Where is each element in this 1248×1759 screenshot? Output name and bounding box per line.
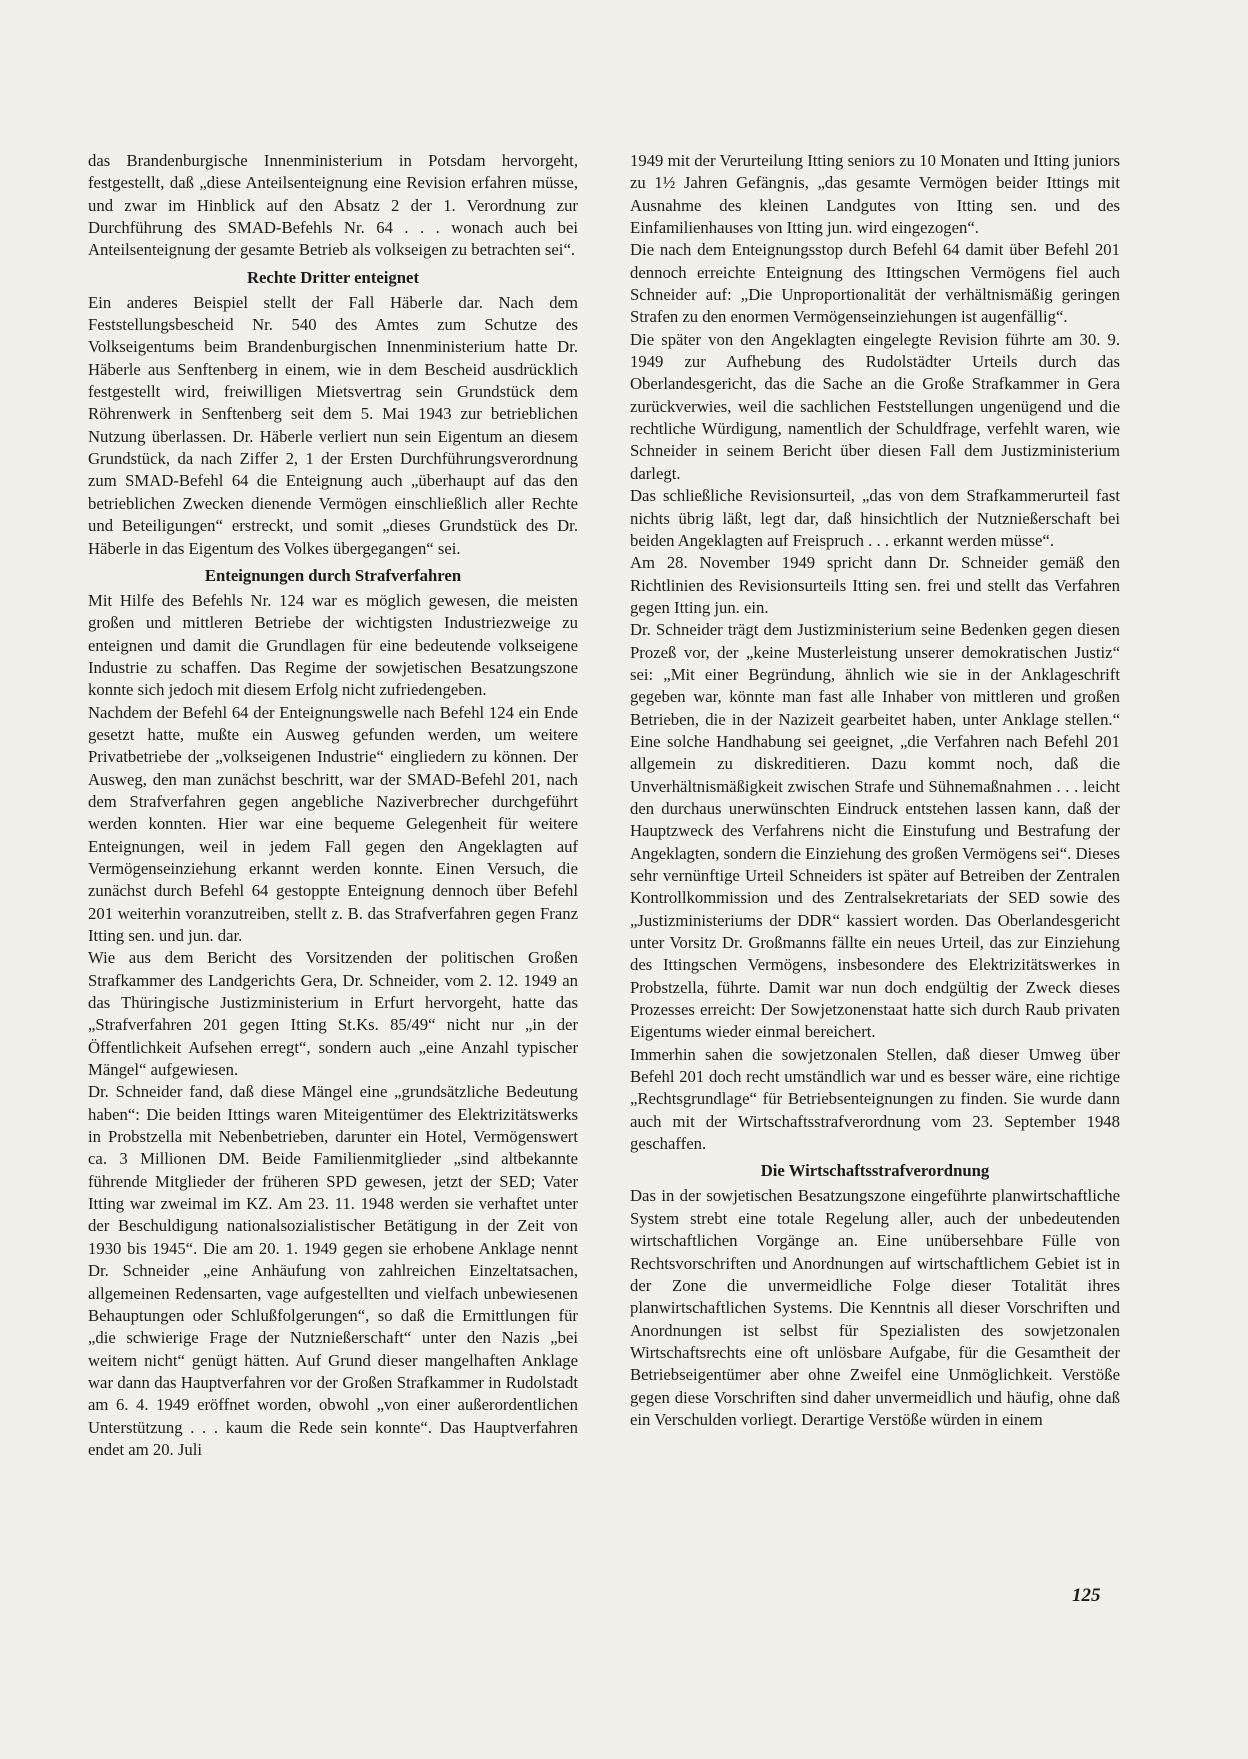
paragraph: Ein anderes Beispiel stellt der Fall Häberle dar. Nach dem Feststellungsbescheid Nr. 540 des Amtes zum Schutze des Volkseigentums beim Brandenburgischen Innenministerium hatte Dr. Häberle aus Senftenberg in einem, wie in dem Bescheid ausdrücklich festgestellt wird, freiwilligen Mietsvertrag sein Grundstück dem Röhrenwerk in Senftenberg seit dem 5. Mai 1943 zur betrieblichen Nutzung überlassen. Dr. Häberle verliert nun sein Eigentum an diesem Grundstück, da nach Ziffer 2, 1 der Ersten Durchführungsverordnung zum SMAD-Befehl 64 die Enteignung auch „überhaupt auf das den betrieblichen Zwecken dienende Vermögen einschließlich aller Rechte und Beteiligungen“ erstreckt, und somit „dieses Grundstück des Dr. Häberle in das Eigentum des Volkes übergegangen“ sei.	[88, 292, 578, 558]
section-heading: Rechte Dritter enteignet	[246, 267, 420, 287]
section-heading: Die Wirtschaftsstrafverordnung	[760, 1161, 990, 1181]
page-number: 125	[1072, 1585, 1101, 1606]
paragraph: Nachdem der Befehl 64 der Enteignungswelle nach Befehl 124 ein Ende gesetzt hatte, mußte ein Ausweg gefunden werden, um weitere Privatbetriebe der „volkseigenen Industrie“ eingliedern zu können. Der Ausweg, den man zunächst beschritt, war der SMAD-Befehl 201, nach dem Strafverfahren gegen angebliche Naziverbrecher durchgeführt werden konnten. Hier war eine bequeme Gelegenheit für weitere Enteignungen, weil in jedem Fall gegen den Angeklagten auf Vermögenseinziehung erkannt werden konnte. Einen Versuch, die zunächst durch Befehl 64 gestoppte Enteignung dennoch über Befehl 201 weiterhin voranzutreiben, stellt z. B. das Strafverfahren gegen Franz Itting sen. und jun. dar.	[88, 702, 578, 945]
paragraph: Am 28. November 1949 spricht dann Dr. Schneider gemäß den Richtlinien des Revisionsurteils Itting sen. frei und stellt das Verfahren gegen Itting jun. ein.	[630, 553, 1120, 617]
paragraph: Immerhin sahen die sowjetzonalen Stellen, daß dieser Umweg über Befehl 201 doch recht umständlich war und es besser wäre, eine richtige „Rechtsgrundlage“ für Betriebsenteignungen zu finden. Sie wurde dann auch mit der Wirtschaftsstrafverordnung vom 23. September 1948 geschaffen.	[630, 1044, 1120, 1154]
right-column	[630, 150, 1120, 1431]
paragraph: Das in der sowjetischen Besatzungszone eingeführte planwirtschaftliche System strebt eine totale Regelung aller, auch der unbedeutenden wirtschaftlichen Vorgänge an. Eine unübersehbare Fülle von Rechtsvorschriften und Anordnungen auf wirtschaftlichem Gebiet ist in der Zone die unvermeidliche Folge dieser Totalität ihres planwirtschaftlichen Systems. Die Kenntnis all dieser Vorschriften und Anordnungen ist selbst für Spezialisten des sowjetzonalen Wirtschaftsrechts eine oft unlösbare Aufgabe, für die Gesamtheit der Betriebseigentümer aber ohne Zweifel eine Unmöglichkeit. Verstöße gegen diese Vorschriften sind daher unvermeidlich und häufig, ohne daß ein Verschulden vorliegt. Derartige Verstöße würden in einem	[630, 1186, 1120, 1429]
paragraph: Mit Hilfe des Befehls Nr. 124 war es möglich gewesen, die meisten großen und mittleren Betriebe der wichtigsten Industriezweige zu enteignen und damit die Grundlagen für eine bedeutende volkseigene Industrie zu schaffen. Das Regime der sowjetischen Besatzungszone konnte sich jedoch mit diesem Erfolg nicht zufriedengeben.	[88, 590, 578, 700]
paragraph: Wie aus dem Bericht des Vorsitzenden der politischen Großen Strafkammer des Landgerichts Gera, Dr. Schneider, vom 2. 12. 1949 an das Thüringische Justizministerium in Erfurt hervorgeht, hatte das „Strafverfahren 201 gegen Itting St.Ks. 85/49“ nicht nur „in der Öffentlichkeit Aufsehen erregt“, sondern auch „eine Anzahl typischer Mängel“ aufgewiesen.	[88, 948, 578, 1080]
section-heading: Enteignungen durch Strafverfahren	[204, 565, 462, 585]
left-column	[88, 150, 578, 1461]
paragraph: Die später von den Angeklagten eingelegte Revision führte am 30. 9. 1949 zur Aufhebung des Rudolstädter Urteils durch das Oberlandesgericht, das die Sache an die Große Strafkammer in Gera zurückverwies, weil die sachlichen Feststellungen ungenügend und die rechtliche Würdigung, namentlich der Schuldfrage, verfehlt waren, wie Schneider in seinem Bericht über diesen Fall dem Justizministerium darlegt.	[630, 329, 1120, 483]
paragraph: Dr. Schneider fand, daß diese Mängel eine „grundsätzliche Bedeutung haben“: Die beiden Ittings waren Miteigentümer des Elektrizitätswerks in Probstzella mit Nebenbetrieben, darunter ein Hotel, Vermögenswert ca. 3 Millionen DM. Beide Familienmitglieder „sind altbekannte führende Mitglieder der früheren SPD gewesen, jetzt der SED; Vater Itting war zweimal im KZ. Am 23. 11. 1948 werden sie verhaftet unter der Beschuldigung nationalsozialistischer Betätigung in der Zeit von 1930 bis 1945“. Die am 20. 1. 1949 gegen sie erhobene Anklage nennt Dr. Schneider „eine Anhäufung von zahlreichen Einzeltatsachen, allgemeinen Redensarten, vage aufgestellten und vielfach unbewiesenen Behauptungen oder Schlußfolgerungen“, so daß die Ermittlungen für „die schwierige Frage der Nutznießerschaft“ unter den Nazis „bei weitem nicht“ genügt hätten. Auf Grund dieser mangelhaften Anklage war dann das Hauptverfahren vor der Großen Strafkammer in Rudolstadt am 6. 4. 1949 eröffnet worden, obwohl „von einer außerordentlichen Unterstützung . . . kaum die Rede sein konnte“. Das Hauptverfahren endet am 20. Juli	[88, 1082, 578, 1459]
paragraph: Dr. Schneider trägt dem Justizministerium seine Bedenken gegen diesen Prozeß vor, der „keine Musterleistung unserer demokratischen Justiz“ sei: „Mit einer Begründung, ähnlich wie sie in der Anklageschrift gegeben war, könnte man fast alle Inhaber von mittleren und großen Betrieben, die in der Nazizeit gearbeitet haben, unter Anklage stellen.“ Eine solche Handhabung sei geeignet, „die Verfahren nach Befehl 201 allgemein zu diskreditieren. Dazu kommt noch, daß die Unverhältnismäßigkeit zwischen Strafe und Sühnemaßnahmen . . . leicht den durchaus unerwünschten Eindruck entstehen lassen kann, daß der Hauptzweck des Verfahrens nicht die Einstufung und Bestrafung der Angeklagten, sondern die Einziehung des großen Vermögens sei“. Dieses sehr vernünftige Urteil Schneiders ist später auf Betreiben der Zentralen Kontrollkommission und des Zentralsekretariats der SED sowie des „Justizministeriums der DDR“ kassiert worden. Das Oberlandesgericht unter Vorsitz Dr. Großmanns fällte ein neues Urteil, das zur Einziehung des Ittingschen Vermögens, insbesondere des Elektrizitätswerkes in Probstzella, führte. Damit war nun doch endgültig der Zweck dieses Prozesses erreicht: Der Sowjetzonenstaat hatte sich durch Raub privaten Eigentums wieder einmal bereichert.	[630, 620, 1120, 1042]
paragraph: das Brandenburgische Innenministerium in Potsdam hervorgeht, festgestellt, daß „diese Anteilsenteignung eine Revision erfahren müsse, und zwar im Hinblick auf den Absatz 2 der 1. Verordnung zur Durchführung des SMAD-Befehls Nr. 64 . . . wonach auch bei Anteilsenteignung der gesamte Betrieb als volkseigen zu betrachten sei“.	[88, 151, 578, 260]
paragraph: Das schließliche Revisionsurteil, „das von dem Strafkammerurteil fast nichts übrig läßt, legt dar, daß hinsichtlich der Nutznießerschaft bei beiden Angeklagten auf Freispruch . . . erkannt werden müsse“.	[630, 486, 1120, 550]
paragraph: Die nach dem Enteignungsstop durch Befehl 64 damit über Befehl 201 dennoch erreichte Enteignung des Ittingschen Vermögens fiel auch Schneider auf: „Die Unproportionalität der verhältnismäßig geringen Strafen zu den enormen Vermögenseinziehungen ist augenfällig“.	[630, 240, 1120, 327]
paragraph: 1949 mit der Verurteilung Itting seniors zu 10 Monaten und Itting juniors zu 1½ Jahren Gefängnis, „das gesamte Vermögen beider Ittings mit Ausnahme des kleinen Landgutes von Itting sen. und des Einfamilienhauses von Itting jun. wird eingezogen“.	[630, 151, 1120, 238]
